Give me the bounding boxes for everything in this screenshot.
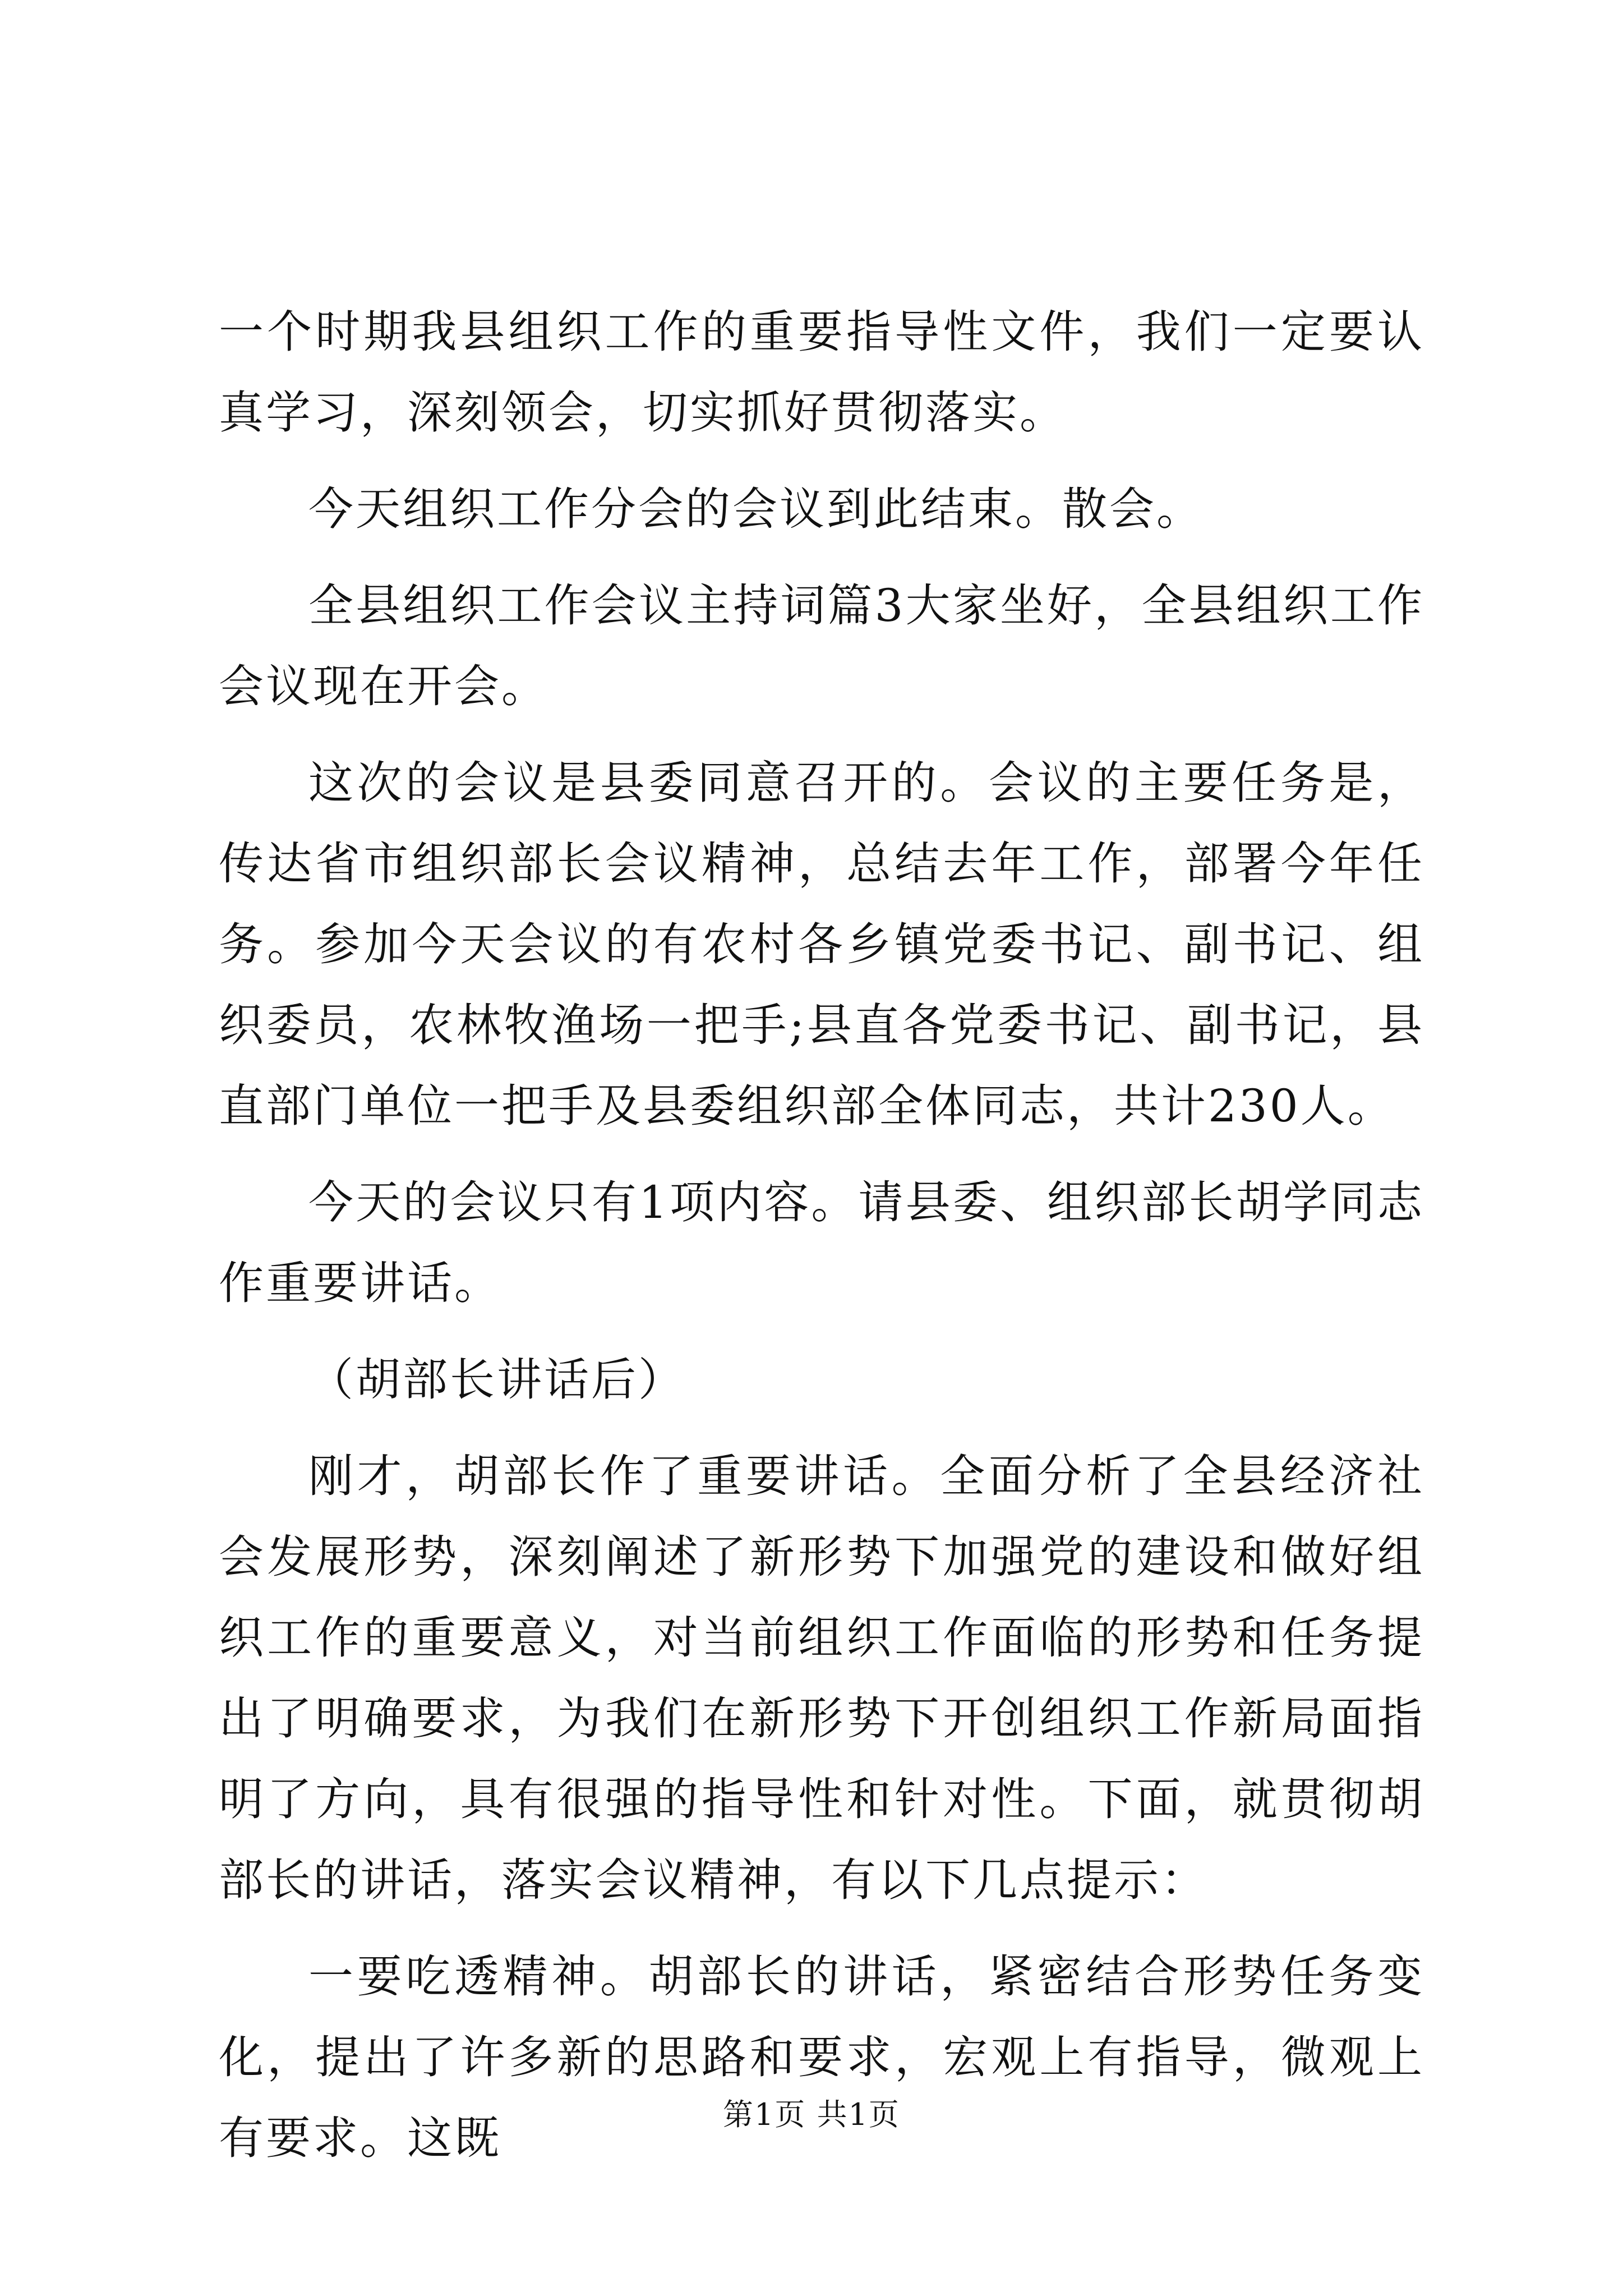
paragraph-7: 刚才，胡部长作了重要讲话。全面分析了全县经济社会发展形势，深刻阐述了新形势下加强党的建设和做好组织工作的重要意义，对当前组织工作面临的形势和任务提出了明确要求，为我们在新形势下开创组织工作新局面指明了方向，具有很强的指导性和针对性。下面，就贯彻胡部长的讲话，落实会议精神，有以下几点提示： bbox=[219, 1450, 1424, 1906]
paragraph-1: 一个时期我县组织工作的重要指导性文件，我们一定要认真学习，深刻领会，切实抓好贯彻落实。 bbox=[219, 306, 1424, 439]
paragraph-5: 今天的会议只有1项内容。请县委、组织部长胡学同志作重要讲话。 bbox=[219, 1176, 1424, 1309]
document-body bbox=[219, 292, 1424, 2194]
page-footer: 第1页 共1页 bbox=[723, 2097, 900, 2132]
paragraph-6: （胡部长讲话后） bbox=[308, 1354, 685, 1406]
paragraph-4: 这次的会议是县委同意召开的。会议的主要任务是，传达省市组织部长会议精神，总结去年工作，部署今年任务。参加今天会议的有农村各乡镇党委书记、副书记、组织委员，农林牧渔场一把手;县直各党委书记、副书记，县直部门单位一把手及县委组织部全体同志，共计230人。 bbox=[219, 757, 1424, 1132]
paragraph-3: 全县组织工作会议主持词篇3大家坐好，全县组织工作会议现在开会。 bbox=[219, 579, 1424, 712]
paragraph-2: 今天组织工作分会的会议到此结束。散会。 bbox=[308, 483, 1204, 535]
paragraph-8: 一要吃透精神。胡部长的讲话，紧密结合形势任务变化，提出了许多新的思路和要求，宏观上有指导，微观上有要求。这既 bbox=[219, 1950, 1424, 2164]
